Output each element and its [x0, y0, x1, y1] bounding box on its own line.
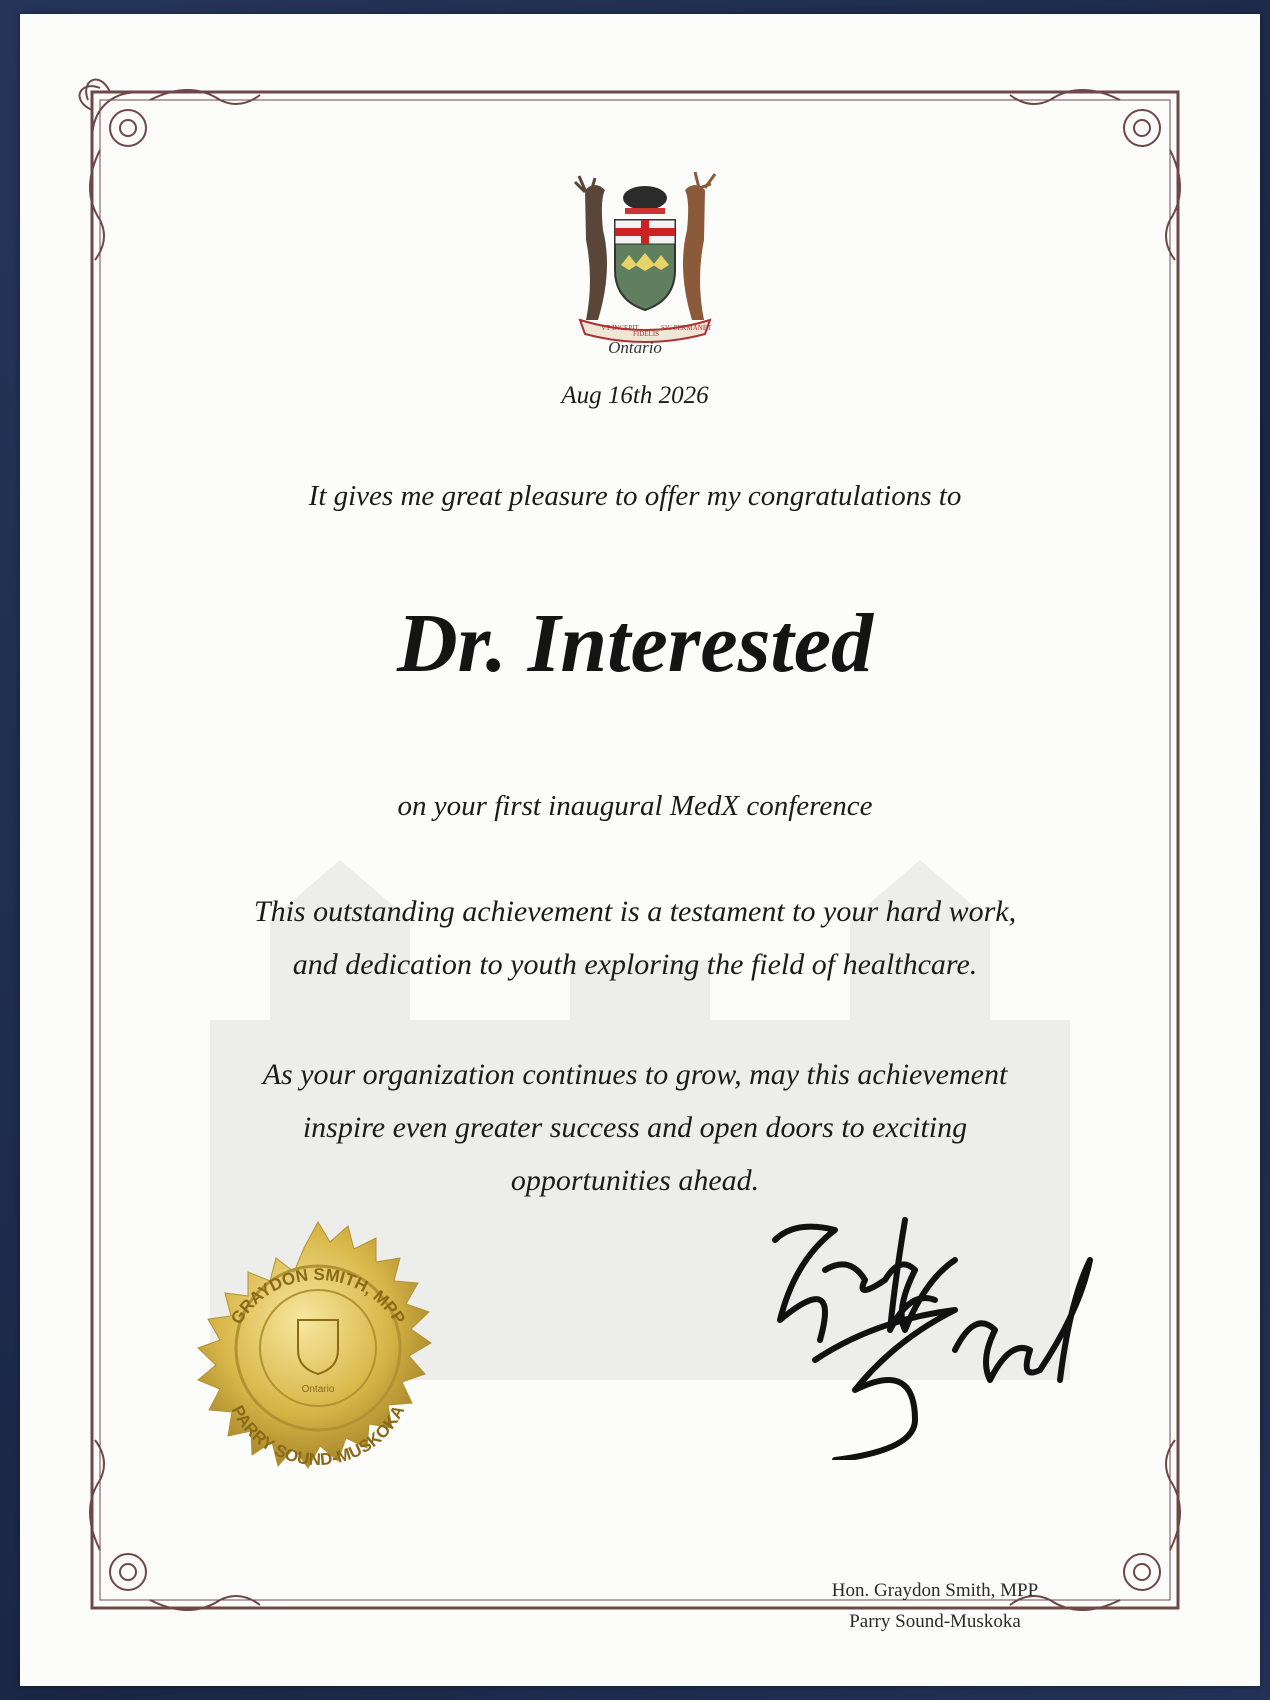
paragraph2-line3: opportunities ahead. — [510, 1164, 760, 1197]
recipient-name: Dr. Interested — [396, 597, 874, 690]
paragraph2-line2: inspire even greater success and open doors to exciting — [302, 1111, 968, 1144]
handwritten-signature — [755, 1200, 1115, 1460]
ontario-coat-of-arms-icon — [565, 170, 725, 350]
signatory-riding: Parry Sound-Muskoka — [849, 1611, 1021, 1632]
crest-motto-3: SIC PERMANET — [661, 324, 712, 332]
signatory-name: Hon. Graydon Smith, MPP — [831, 1580, 1039, 1601]
seal-top-text: GRAYDON SMITH, MPP — [227, 1264, 409, 1328]
crest-motto-1: VT INCEPIT — [601, 324, 639, 332]
crest-motto-2: FIDELIS — [633, 330, 660, 338]
gold-seal — [168, 1220, 468, 1520]
paragraph2-line1: As your organization continues to grow, may this achievement — [262, 1058, 1008, 1091]
paragraph1-line2: and dedication to youth exploring the field of healthcare. — [292, 948, 978, 981]
occasion-line: on your first inaugural MedX conference — [397, 790, 873, 822]
seal-center-text: Ontario — [301, 1384, 335, 1395]
paragraph1-line1: This outstanding achievement is a testament to your hard work, — [253, 895, 1017, 928]
intro-line: It gives me great pleasure to offer my congratulations to — [308, 480, 962, 512]
seal-bottom-text: PARRY SOUND-MUSKOKA — [227, 1402, 409, 1470]
certificate-date: Aug 16th 2026 — [561, 382, 709, 409]
crest-caption: Ontario — [608, 338, 662, 357]
